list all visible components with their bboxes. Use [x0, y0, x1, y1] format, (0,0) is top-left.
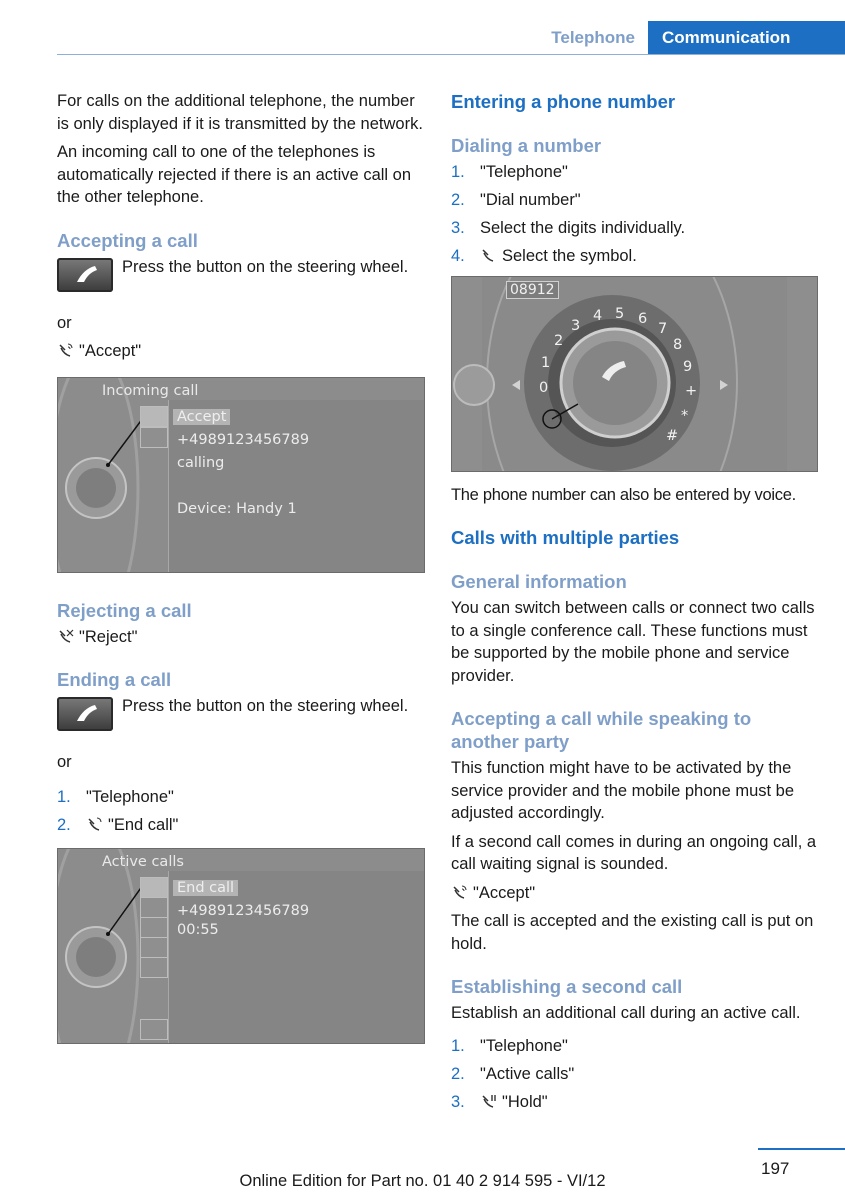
reject-call-icon — [57, 628, 75, 644]
dial-steps — [451, 161, 818, 268]
keypad-icon-box — [140, 937, 168, 958]
digit-ring — [452, 277, 817, 471]
call-status: calling — [177, 454, 225, 471]
list-item: 3. Select the digits individually. — [451, 219, 686, 237]
hold-icon-box — [140, 897, 168, 918]
incoming-call-screen — [57, 377, 425, 573]
entered-number: 08912 — [506, 281, 559, 299]
steering-button-row-2 — [57, 697, 425, 739]
reject-icon-box — [140, 427, 168, 448]
phone-button-icon — [57, 258, 113, 292]
voice-entry-note: The phone number can also be entered by voice. — [451, 485, 796, 504]
list-item: 1. "Telephone" — [57, 787, 174, 806]
intro-paragraph-1: For calls on the additional telephone, the number is only displayed if it is transmitted by the network. — [57, 92, 423, 133]
second-call-steps — [451, 1035, 818, 1114]
end-call-steps — [57, 786, 425, 837]
conference-icon-box — [140, 957, 168, 978]
intro-paragraph-2: An incoming call to one of the telephones is automatically rejected if there is an active call on the other telephone. — [57, 143, 412, 206]
steering-button-text: Press the button on the steering wheel. — [122, 257, 409, 276]
page-number: 197 — [758, 1148, 845, 1179]
general-info-text: You can switch between calls or connect two calls to a single conference call. These functions must be supported by the mobile phone and service provider. — [451, 599, 815, 685]
end-call-icon-box — [140, 877, 168, 898]
microphone-icon-box — [140, 917, 168, 938]
multiple-parties-heading: Calls with multiple parties — [451, 527, 680, 548]
footer-edition: Online Edition for Part no. 01 40 2 914 595 - VI/12 — [239, 1172, 606, 1190]
accept-while-text-3: The call is accepted and the existing call is put on hold. — [451, 912, 814, 953]
accept-icon-box — [140, 406, 168, 427]
call-duration: 00:55 — [177, 922, 219, 938]
dial-number-screen — [451, 276, 818, 472]
end-call-icon — [86, 816, 104, 832]
section-title: Telephone — [551, 28, 635, 47]
steering-button-row — [57, 258, 425, 300]
accept-while-text-2: If a second call comes in during an ongoing call, a call waiting signal is sounded. — [451, 832, 817, 873]
digit-plus[interactable]: + — [685, 382, 698, 399]
list-item: 3. "Hold" — [451, 1092, 548, 1111]
left-column — [57, 90, 425, 1044]
list-item: 1. "Telephone" — [451, 1036, 568, 1055]
digit-5[interactable]: 5 — [615, 305, 625, 322]
active-calls-screen — [57, 848, 425, 1044]
second-call-heading: Establishing a second call — [451, 976, 683, 997]
accept-call-icon — [451, 884, 469, 900]
general-info-heading: General information — [451, 571, 627, 592]
chapter-title: Communication — [648, 21, 845, 54]
dialing-number-heading: Dialing a number — [451, 135, 602, 156]
accept-menu-item: "Accept" — [451, 882, 818, 905]
active-number: +4989123456789 — [177, 903, 310, 919]
hold-icon — [480, 1093, 498, 1109]
digit-7[interactable]: 7 — [658, 320, 668, 337]
digit-star[interactable]: * — [681, 407, 689, 424]
options-icon-box — [140, 1019, 168, 1040]
list-item: 2. "Active calls" — [451, 1064, 575, 1083]
entering-number-heading: Entering a phone number — [451, 91, 676, 112]
second-call-text: Establish an additional call during an active call. — [451, 1004, 801, 1022]
list-item: 1. "Telephone" — [451, 163, 568, 181]
or-text: or — [57, 753, 72, 771]
phone-button-icon — [57, 697, 113, 731]
digit-2[interactable]: 2 — [554, 332, 564, 349]
accepting-call-heading: Accepting a call — [57, 229, 198, 251]
accept-option: Accept — [173, 409, 230, 425]
digit-hash[interactable]: # — [666, 427, 679, 444]
digit-6[interactable]: 6 — [638, 310, 648, 327]
digit-9[interactable]: 9 — [683, 358, 693, 375]
right-column — [451, 90, 818, 1119]
or-text: or — [57, 313, 72, 332]
list-item: 2. "End call" — [57, 815, 179, 834]
device-name: Device: Handy 1 — [177, 500, 297, 517]
list-item: 2. "Dial number" — [451, 191, 581, 209]
list-item: 4. Select the symbol. — [451, 247, 637, 265]
accept-while-speaking-heading: Accepting a call while speaking to another party — [451, 708, 752, 752]
digit-8[interactable]: 8 — [673, 336, 683, 353]
screen-title: Active calls — [102, 854, 184, 870]
digit-3[interactable]: 3 — [571, 317, 581, 334]
digit-0[interactable]: 0 — [539, 379, 549, 396]
dial-symbol-icon — [480, 247, 498, 263]
digit-4[interactable]: 4 — [593, 307, 603, 324]
ending-call-heading: Ending a call — [57, 669, 172, 690]
accept-call-icon — [57, 342, 75, 358]
end-call-option: End call — [173, 880, 238, 896]
accept-while-text-1: This function might have to be activated by the service provider and the mobile phone must be adjusted accordingly. — [451, 759, 795, 822]
digit-1[interactable]: 1 — [541, 354, 551, 371]
reject-menu-item: "Reject" — [57, 626, 425, 649]
screen-title: Incoming call — [102, 382, 199, 399]
page-header — [57, 21, 845, 55]
rejecting-call-heading: Rejecting a call — [57, 599, 192, 621]
caller-number: +4989123456789 — [177, 431, 310, 448]
steering-button-text: Press the button on the steering wheel. — [122, 697, 409, 715]
accept-menu-item: "Accept" — [57, 340, 425, 363]
